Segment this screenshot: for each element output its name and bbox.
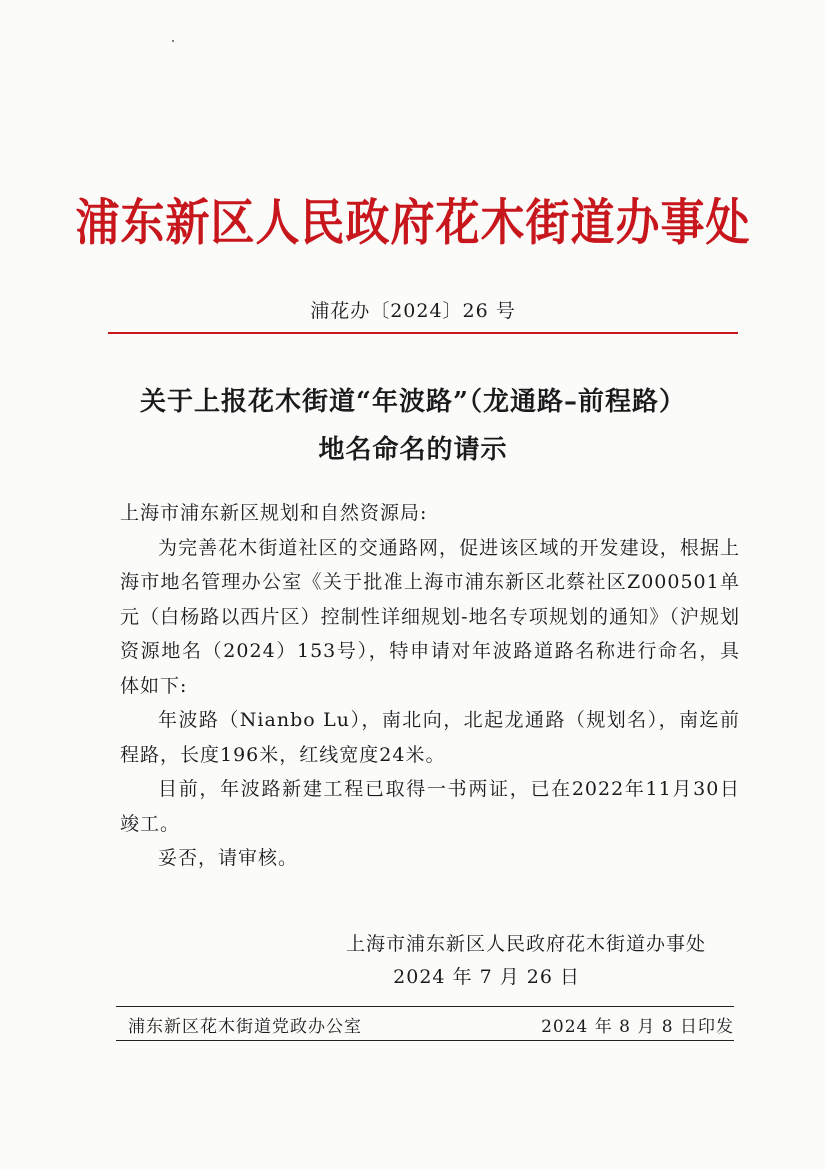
salutation: 上海市浦东新区规划和自然资源局:	[120, 502, 428, 524]
footer-print-date: 2024 年 8 月 8 日印发	[541, 1017, 734, 1037]
scan-speck	[172, 40, 174, 42]
footer-bottom-rule	[116, 1040, 734, 1041]
title-line-2: 地名命名的请示	[318, 435, 508, 465]
paragraph-1: 为完善花木街道社区的交通路网，促进该区域的开发建设，根据上海市地名管理办公室《关于批准上海市浦东新区北蔡社区Z000501单元（白杨路以西片区）控制性详细规划-地名专项规划的通知》（沪规划资源地名（2024）153号），特申请对年波路道路名称进行命名，具体如下:	[120, 536, 740, 697]
document-title	[90, 378, 736, 474]
paragraph-3: 目前，年波路新建工程已取得一书两证，已在2022年11月30日竣工。	[120, 778, 740, 835]
paragraph-4: 妥否，请审核。	[158, 847, 299, 869]
issuer-heading: 浦东新区人民政府花木街道办事处	[75, 194, 751, 252]
document-number: 浦花办〔2024〕26 号	[310, 300, 516, 322]
footer-office: 浦东新区花木街道党政办公室	[128, 1017, 362, 1037]
signature-organization: 上海市浦东新区人民政府花木街道办事处	[345, 933, 706, 955]
signature-date: 2024 年 7 月 26 日	[393, 966, 580, 988]
title-line-1: 关于上报花木街道“年波路”（龙通路–前程路）	[140, 387, 686, 417]
red-divider	[108, 332, 738, 334]
footer-top-rule	[116, 1006, 734, 1007]
document-body	[120, 496, 740, 876]
paragraph-2: 年波路（Nianbo Lu），南北向，北起龙通路（规划名），南迄前程路，长度196米，红线宽度24米。	[120, 709, 740, 766]
